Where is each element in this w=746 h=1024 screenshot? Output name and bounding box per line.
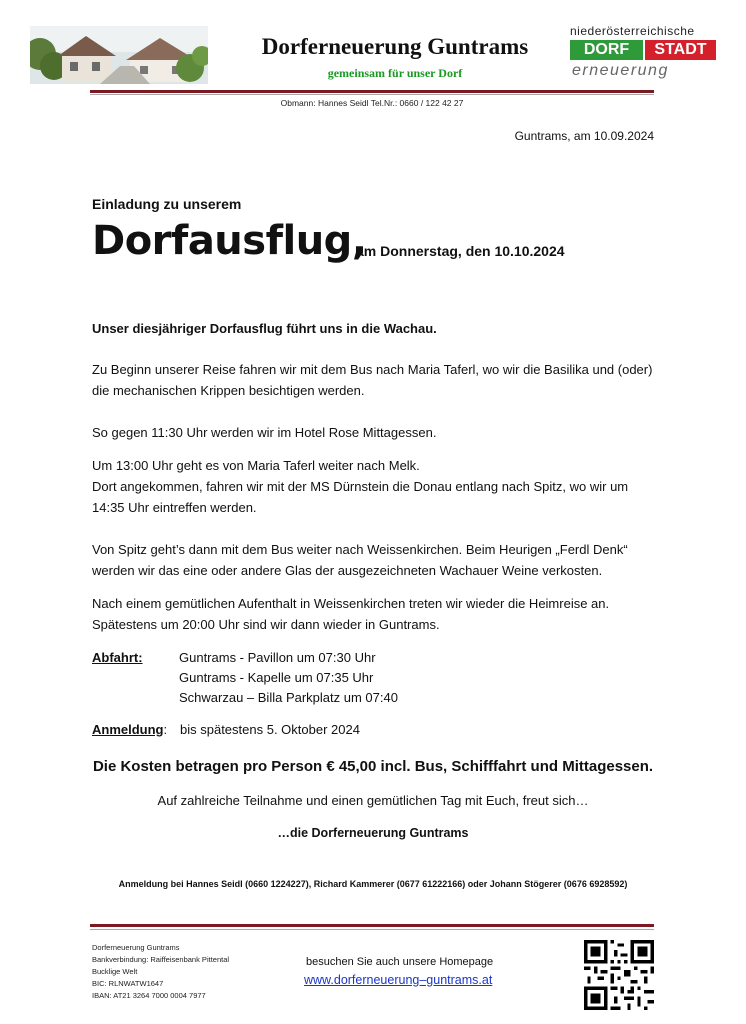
registration-label-text: Anmeldung (92, 722, 164, 737)
village-photo (30, 26, 208, 84)
paragraph-maria-taferl: Zu Beginn unserer Reise fahren wir mit dem Bus nach Maria Taferl, wo wir die Basilika und (oder) die mechanischen Krippen besichtigen werden. (92, 362, 653, 398)
footer-line: Bucklige Welt (92, 967, 138, 976)
departure-stop: Guntrams - Pavillon um 07:30 Uhr (179, 650, 376, 665)
logo-right-block (645, 40, 716, 60)
logo-left-text: DORF (583, 41, 630, 58)
paragraph-heuriger: Von Spitz geht’s dann mit dem Bus weiter nach Weissenkirchen. Beim Heurigen „Ferdl Denk“ werden wir das eine oder andere Glas der ausgezeichneten Wachauer Weine verkosten. (92, 542, 628, 578)
header-rule (90, 90, 654, 93)
qr-code (584, 940, 654, 1010)
letter-date: Guntrams, am 10.09.2024 (514, 129, 654, 143)
cost-statement: Die Kosten betragen pro Person € 45,00 incl. Bus, Schifffahrt und Mittagessen. (92, 758, 654, 775)
logo-top-text: niederösterreichische (570, 24, 695, 38)
paragraph-lunch: So gegen 11:30 Uhr werden wir im Hotel Rose Mittagessen. (92, 425, 437, 440)
paragraph-ship: Dort angekommen, fahren wir mit der MS Dürnstein die Donau entlang nach Spitz, wo wir um 14:35 Uhr eintreffen werden. (92, 479, 629, 515)
lead-paragraph: Unser diesjähriger Dorfausflug führt uns in die Wachau. (92, 321, 437, 336)
chairman-contact: Obmann: Hannes Seidl Tel.Nr.: 0660 / 122 42 27 (280, 98, 464, 108)
organization-title: Dorferneuerung Guntrams (261, 34, 529, 59)
departure-stop: Guntrams - Kapelle um 07:35 Uhr (179, 670, 374, 685)
bank-details (92, 942, 229, 1002)
logo-bottom-text: erneuerung (572, 62, 669, 79)
footer-line: Dorferneuerung Guntrams (92, 943, 180, 952)
signature: …die Dorferneuerung Guntrams (277, 826, 469, 840)
registration-label (92, 722, 167, 737)
registration-label-colon: : (163, 722, 168, 737)
paragraph-melk (92, 455, 662, 518)
organization-tagline: gemeinsam für unser Dorf (327, 66, 463, 80)
departure-stop: Schwarzau – Billa Parkplatz um 07:40 (179, 690, 398, 705)
departure-list (179, 648, 398, 708)
registration-deadline: bis spätestens 5. Oktober 2024 (180, 722, 360, 737)
header-rule-thin (90, 94, 654, 95)
footer-line: Bankverbindung: Raiffeisenbank Pittental (92, 955, 230, 964)
invitation-intro: Einladung zu unserem (92, 196, 242, 212)
departure-label: Abfahrt: (92, 650, 143, 665)
footer-rule-thin (90, 929, 654, 930)
footer-line: IBAN: AT21 3264 7000 0004 7977 (92, 991, 206, 1000)
dorf-stadt-erneuerung-logo (568, 24, 718, 86)
footer-line: BIC: RLNWATW1647 (92, 979, 164, 988)
paragraph-melk-line: Um 13:00 Uhr geht es von Maria Taferl weiter nach Melk. (92, 458, 420, 473)
homepage-link[interactable]: www.dorferneuerung–guntrams.at (304, 973, 493, 987)
footer-rule (90, 924, 654, 927)
registration-contacts: Anmeldung bei Hannes Seidl (0660 1224227), Richard Kammerer (0677 61222166) oder Johann Stögerer (0676 6928592) (118, 879, 628, 889)
logo-left-block (570, 40, 643, 60)
invitation-title: Dorfausflug, (92, 218, 367, 264)
event-date: am Donnerstag, den 10.10.2024 (356, 243, 565, 259)
paragraph-return-line: Nach einem gemütlichen Aufenthalt in Weissenkirchen treten wir wieder die Heimreise an. (92, 596, 610, 611)
logo-right-text: STADT (654, 41, 707, 58)
homepage-note: besuchen Sie auch unsere Homepage (306, 956, 494, 968)
closing-line: Auf zahlreiche Teilnahme und einen gemütlichen Tag mit Euch, freut sich… (157, 793, 589, 808)
paragraph-return (92, 593, 662, 635)
paragraph-arrival: Spätestens um 20:00 Uhr sind wir dann wieder in Guntrams. (92, 617, 440, 632)
